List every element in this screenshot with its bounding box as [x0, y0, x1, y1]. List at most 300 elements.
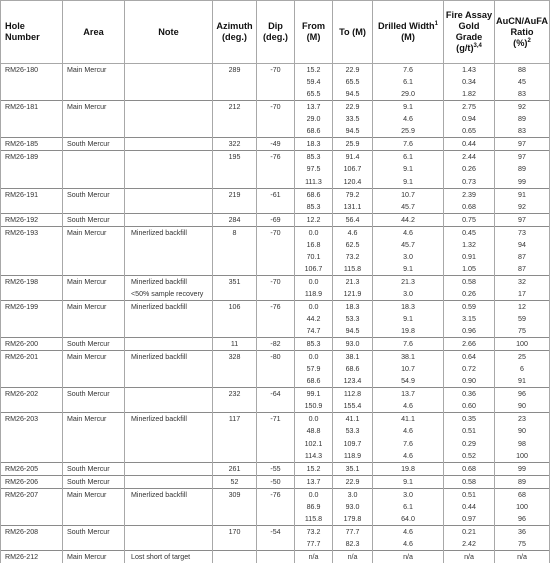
cell-azimuth: [213, 325, 257, 338]
header-drilled-width-unit: (M): [401, 32, 415, 42]
cell-hole-number: [1, 76, 63, 88]
cell-area: [63, 400, 125, 413]
cell-dip: [257, 375, 295, 388]
cell-drilled-width: 6.1: [373, 76, 444, 88]
cell-drilled-width: 7.6: [373, 438, 444, 450]
cell-area: Main Mercur: [63, 550, 125, 563]
table-row: [1, 76, 550, 88]
cell-drilled-width: 7.6: [373, 64, 444, 77]
header-area: Area: [63, 1, 125, 64]
cell-hole-number: RM26-185: [1, 138, 63, 151]
cell-dip: [257, 501, 295, 513]
cell-ratio: 45: [495, 76, 550, 88]
table-row: [1, 313, 550, 325]
cell-dip: -71: [257, 413, 295, 426]
cell-dip: [257, 288, 295, 301]
cell-to: 25.9: [333, 138, 373, 151]
cell-ratio: 89: [495, 475, 550, 488]
cell-gold-grade: 0.68: [444, 201, 495, 214]
cell-drilled-width: 4.6: [373, 538, 444, 551]
cell-gold-grade: 2.75: [444, 101, 495, 114]
cell-dip: [257, 513, 295, 526]
cell-dip: [257, 176, 295, 189]
cell-hole-number: RM26-191: [1, 188, 63, 201]
cell-drilled-width: 4.6: [373, 113, 444, 125]
cell-drilled-width: 7.6: [373, 138, 444, 151]
cell-note: [125, 313, 213, 325]
cell-azimuth: [213, 438, 257, 450]
table-row: [1, 425, 550, 437]
cell-ratio: 73: [495, 226, 550, 239]
cell-azimuth: [213, 113, 257, 125]
cell-hole-number: RM26-205: [1, 462, 63, 475]
cell-dip: [257, 163, 295, 175]
cell-azimuth: [213, 176, 257, 189]
cell-hole-number: [1, 251, 63, 263]
cell-area: South Mercur: [63, 213, 125, 226]
cell-to: 91.4: [333, 151, 373, 164]
cell-azimuth: [213, 550, 257, 563]
cell-from: 0.0: [295, 351, 333, 364]
cell-dip: [257, 88, 295, 101]
table-row: [1, 226, 550, 239]
cell-ratio: 23: [495, 413, 550, 426]
cell-hole-number: [1, 201, 63, 214]
cell-from: 16.8: [295, 239, 333, 251]
table-row: [1, 450, 550, 463]
cell-dip: -76: [257, 488, 295, 501]
cell-drilled-width: 9.1: [373, 263, 444, 276]
cell-from: 97.5: [295, 163, 333, 175]
cell-area: Main Mercur: [63, 64, 125, 77]
cell-drilled-width: 6.1: [373, 501, 444, 513]
cell-azimuth: [213, 201, 257, 214]
cell-dip: [257, 251, 295, 263]
cell-area: [63, 263, 125, 276]
cell-to: 118.9: [333, 450, 373, 463]
table-row: [1, 501, 550, 513]
cell-note: [125, 213, 213, 226]
cell-area: [63, 113, 125, 125]
cell-azimuth: 261: [213, 462, 257, 475]
table-row: [1, 413, 550, 426]
cell-area: South Mercur: [63, 388, 125, 401]
cell-dip: -50: [257, 475, 295, 488]
cell-dip: -80: [257, 351, 295, 364]
cell-to: 77.7: [333, 525, 373, 538]
cell-ratio: 96: [495, 388, 550, 401]
cell-from: 29.0: [295, 113, 333, 125]
cell-azimuth: [213, 513, 257, 526]
cell-to: 115.8: [333, 263, 373, 276]
cell-note: [125, 513, 213, 526]
table-row: [1, 351, 550, 364]
cell-note: [125, 76, 213, 88]
cell-drilled-width: 29.0: [373, 88, 444, 101]
cell-dip: [257, 125, 295, 138]
cell-area: Main Mercur: [63, 101, 125, 114]
cell-azimuth: [213, 125, 257, 138]
cell-area: [63, 363, 125, 375]
cell-hole-number: [1, 176, 63, 189]
cell-azimuth: [213, 263, 257, 276]
cell-from: 106.7: [295, 263, 333, 276]
cell-to: 82.3: [333, 538, 373, 551]
cell-from: 65.5: [295, 88, 333, 101]
cell-azimuth: 219: [213, 188, 257, 201]
cell-ratio: 91: [495, 375, 550, 388]
cell-note: [125, 263, 213, 276]
cell-note: Minerlized backfill: [125, 226, 213, 239]
cell-dip: -70: [257, 226, 295, 239]
cell-azimuth: [213, 538, 257, 551]
cell-note: [125, 64, 213, 77]
cell-hole-number: RM26-203: [1, 413, 63, 426]
cell-gold-grade: 2.66: [444, 338, 495, 351]
cell-from: 114.3: [295, 450, 333, 463]
cell-ratio: 87: [495, 251, 550, 263]
cell-ratio: 12: [495, 300, 550, 313]
cell-note: [125, 375, 213, 388]
cell-hole-number: [1, 125, 63, 138]
cell-note: Minerlized backfill: [125, 351, 213, 364]
header-to: To (M): [333, 1, 373, 64]
cell-gold-grade: 0.45: [444, 226, 495, 239]
cell-area: South Mercur: [63, 338, 125, 351]
cell-hole-number: RM26-208: [1, 525, 63, 538]
cell-dip: [257, 425, 295, 437]
cell-drilled-width: 64.0: [373, 513, 444, 526]
cell-gold-grade: 2.42: [444, 538, 495, 551]
cell-from: 0.0: [295, 226, 333, 239]
cell-azimuth: 52: [213, 475, 257, 488]
cell-note: Minerlized backfill: [125, 413, 213, 426]
cell-azimuth: 170: [213, 525, 257, 538]
cell-from: 59.4: [295, 76, 333, 88]
cell-to: 62.5: [333, 239, 373, 251]
cell-ratio: 100: [495, 450, 550, 463]
cell-area: [63, 151, 125, 164]
cell-azimuth: 328: [213, 351, 257, 364]
cell-note: [125, 538, 213, 551]
header-dip: Dip (deg.): [257, 1, 295, 64]
cell-drilled-width: 6.1: [373, 151, 444, 164]
cell-azimuth: 106: [213, 300, 257, 313]
table-row: [1, 263, 550, 276]
cell-drilled-width: 4.6: [373, 226, 444, 239]
cell-note: [125, 525, 213, 538]
cell-area: [63, 201, 125, 214]
cell-note: [125, 163, 213, 175]
cell-drilled-width: 4.6: [373, 400, 444, 413]
cell-gold-grade: 0.21: [444, 525, 495, 538]
table-row: [1, 388, 550, 401]
cell-hole-number: [1, 438, 63, 450]
cell-area: [63, 438, 125, 450]
cell-note: Minerlized backfill: [125, 300, 213, 313]
cell-note: [125, 325, 213, 338]
table-row: [1, 338, 550, 351]
cell-dip: -61: [257, 188, 295, 201]
cell-area: [63, 176, 125, 189]
cell-gold-grade: 1.32: [444, 239, 495, 251]
cell-from: 48.8: [295, 425, 333, 437]
cell-from: 15.2: [295, 462, 333, 475]
cell-to: 112.8: [333, 388, 373, 401]
header-gold-grade: [444, 1, 495, 64]
table-row: [1, 125, 550, 138]
cell-hole-number: [1, 113, 63, 125]
cell-area: Main Mercur: [63, 351, 125, 364]
cell-dip: -70: [257, 101, 295, 114]
table-row: [1, 151, 550, 164]
header-drilled-width-footnote: 1: [434, 20, 438, 27]
table-row: [1, 475, 550, 488]
cell-ratio: 75: [495, 538, 550, 551]
cell-hole-number: [1, 363, 63, 375]
table-row: [1, 138, 550, 151]
cell-ratio: 32: [495, 275, 550, 288]
cell-azimuth: [213, 76, 257, 88]
cell-note: Minerlized backfill: [125, 275, 213, 288]
cell-hole-number: RM26-193: [1, 226, 63, 239]
cell-from: 74.7: [295, 325, 333, 338]
header-ratio: [495, 1, 550, 64]
cell-drilled-width: 9.1: [373, 163, 444, 175]
cell-gold-grade: 0.72: [444, 363, 495, 375]
cell-to: 155.4: [333, 400, 373, 413]
cell-note: [125, 251, 213, 263]
cell-to: 4.6: [333, 226, 373, 239]
cell-from: 15.2: [295, 64, 333, 77]
cell-area: [63, 313, 125, 325]
cell-azimuth: 8: [213, 226, 257, 239]
cell-note: [125, 101, 213, 114]
cell-ratio: 59: [495, 313, 550, 325]
cell-area: [63, 251, 125, 263]
cell-drilled-width: 9.1: [373, 475, 444, 488]
cell-azimuth: [213, 425, 257, 437]
header-row: [1, 1, 550, 64]
cell-area: Main Mercur: [63, 488, 125, 501]
cell-gold-grade: 2.44: [444, 151, 495, 164]
cell-ratio: 83: [495, 125, 550, 138]
cell-hole-number: [1, 313, 63, 325]
cell-from: 70.1: [295, 251, 333, 263]
cell-from: 0.0: [295, 275, 333, 288]
cell-from: 0.0: [295, 488, 333, 501]
cell-area: Main Mercur: [63, 413, 125, 426]
cell-gold-grade: 0.59: [444, 300, 495, 313]
cell-note: [125, 450, 213, 463]
cell-dip: [257, 239, 295, 251]
cell-note: [125, 151, 213, 164]
cell-azimuth: 284: [213, 213, 257, 226]
cell-ratio: n/a: [495, 550, 550, 563]
cell-area: South Mercur: [63, 525, 125, 538]
cell-gold-grade: 0.97: [444, 513, 495, 526]
cell-from: 85.3: [295, 201, 333, 214]
cell-to: 41.1: [333, 413, 373, 426]
cell-hole-number: RM26-199: [1, 300, 63, 313]
table-row: [1, 188, 550, 201]
cell-hole-number: [1, 425, 63, 437]
table-row: [1, 163, 550, 175]
cell-drilled-width: 3.0: [373, 488, 444, 501]
header-gold-grade-unit: (g/t): [456, 43, 474, 53]
cell-azimuth: [213, 313, 257, 325]
cell-hole-number: RM26-202: [1, 388, 63, 401]
table-row: [1, 213, 550, 226]
cell-area: [63, 163, 125, 175]
cell-dip: -64: [257, 388, 295, 401]
cell-drilled-width: 45.7: [373, 201, 444, 214]
cell-gold-grade: 0.75: [444, 213, 495, 226]
cell-to: 93.0: [333, 501, 373, 513]
cell-gold-grade: 0.34: [444, 76, 495, 88]
cell-dip: [257, 363, 295, 375]
cell-dip: [257, 450, 295, 463]
cell-gold-grade: 0.44: [444, 138, 495, 151]
cell-to: 53.3: [333, 425, 373, 437]
cell-gold-grade: 0.91: [444, 251, 495, 263]
cell-azimuth: [213, 400, 257, 413]
cell-drilled-width: 3.0: [373, 251, 444, 263]
header-gold-grade-footnote: 3,4: [473, 42, 482, 49]
cell-dip: -70: [257, 64, 295, 77]
cell-from: 68.6: [295, 125, 333, 138]
header-from: From (M): [295, 1, 333, 64]
cell-gold-grade: 0.26: [444, 163, 495, 175]
cell-note: [125, 138, 213, 151]
cell-to: 120.4: [333, 176, 373, 189]
cell-drilled-width: 4.6: [373, 425, 444, 437]
header-hole-number: Hole Number: [1, 1, 63, 64]
cell-azimuth: 289: [213, 64, 257, 77]
cell-azimuth: [213, 375, 257, 388]
cell-drilled-width: 19.8: [373, 462, 444, 475]
cell-drilled-width: 13.7: [373, 388, 444, 401]
cell-note: <50% sample recovery: [125, 288, 213, 301]
cell-from: 115.8: [295, 513, 333, 526]
cell-dip: -54: [257, 525, 295, 538]
cell-gold-grade: 0.36: [444, 388, 495, 401]
table-row: [1, 251, 550, 263]
cell-to: 109.7: [333, 438, 373, 450]
cell-to: 93.0: [333, 338, 373, 351]
cell-gold-grade: 0.94: [444, 113, 495, 125]
cell-to: 131.1: [333, 201, 373, 214]
cell-to: 53.3: [333, 313, 373, 325]
cell-gold-grade: 0.58: [444, 275, 495, 288]
cell-hole-number: [1, 239, 63, 251]
cell-to: 79.2: [333, 188, 373, 201]
cell-to: 3.0: [333, 488, 373, 501]
cell-area: [63, 501, 125, 513]
cell-from: 85.3: [295, 151, 333, 164]
cell-gold-grade: 0.52: [444, 450, 495, 463]
cell-azimuth: 309: [213, 488, 257, 501]
cell-ratio: 83: [495, 88, 550, 101]
cell-to: 22.9: [333, 64, 373, 77]
cell-note: [125, 125, 213, 138]
header-gold-grade-label: Fire Assay Gold Grade: [445, 10, 493, 42]
cell-hole-number: [1, 263, 63, 276]
cell-drilled-width: 3.0: [373, 288, 444, 301]
cell-drilled-width: 10.7: [373, 363, 444, 375]
cell-gold-grade: 0.90: [444, 375, 495, 388]
cell-to: 21.3: [333, 275, 373, 288]
cell-ratio: 90: [495, 400, 550, 413]
cell-from: 57.9: [295, 363, 333, 375]
cell-to: 94.5: [333, 88, 373, 101]
cell-ratio: 99: [495, 176, 550, 189]
cell-hole-number: [1, 450, 63, 463]
cell-ratio: 6: [495, 363, 550, 375]
cell-from: 86.9: [295, 501, 333, 513]
table-row: [1, 113, 550, 125]
cell-from: 111.3: [295, 176, 333, 189]
cell-drilled-width: 9.1: [373, 313, 444, 325]
cell-from: 0.0: [295, 413, 333, 426]
cell-to: 35.1: [333, 462, 373, 475]
cell-gold-grade: 0.51: [444, 425, 495, 437]
cell-hole-number: [1, 88, 63, 101]
cell-azimuth: 322: [213, 138, 257, 151]
cell-hole-number: [1, 513, 63, 526]
cell-area: Main Mercur: [63, 275, 125, 288]
cell-drilled-width: 44.2: [373, 213, 444, 226]
cell-ratio: 36: [495, 525, 550, 538]
cell-azimuth: [213, 501, 257, 513]
cell-area: [63, 425, 125, 437]
cell-hole-number: [1, 288, 63, 301]
cell-to: 56.4: [333, 213, 373, 226]
cell-gold-grade: 1.43: [444, 64, 495, 77]
table-row: [1, 363, 550, 375]
cell-area: [63, 88, 125, 101]
cell-azimuth: 351: [213, 275, 257, 288]
cell-gold-grade: 0.68: [444, 462, 495, 475]
cell-note: [125, 400, 213, 413]
cell-hole-number: RM26-200: [1, 338, 63, 351]
cell-dip: [257, 263, 295, 276]
cell-dip: -82: [257, 338, 295, 351]
cell-dip: -49: [257, 138, 295, 151]
cell-drilled-width: n/a: [373, 550, 444, 563]
cell-azimuth: 212: [213, 101, 257, 114]
table-row: [1, 538, 550, 551]
cell-dip: -76: [257, 300, 295, 313]
cell-gold-grade: 0.44: [444, 501, 495, 513]
cell-hole-number: RM26-189: [1, 151, 63, 164]
cell-ratio: 96: [495, 513, 550, 526]
cell-gold-grade: 0.35: [444, 413, 495, 426]
cell-from: 68.6: [295, 375, 333, 388]
cell-dip: -70: [257, 275, 295, 288]
cell-ratio: 97: [495, 138, 550, 151]
cell-to: 65.5: [333, 76, 373, 88]
cell-area: [63, 375, 125, 388]
cell-to: 68.6: [333, 363, 373, 375]
cell-from: 12.2: [295, 213, 333, 226]
cell-from: 99.1: [295, 388, 333, 401]
cell-gold-grade: 0.64: [444, 351, 495, 364]
cell-azimuth: [213, 239, 257, 251]
table-body: [1, 64, 550, 563]
cell-note: [125, 113, 213, 125]
cell-drilled-width: 18.3: [373, 300, 444, 313]
